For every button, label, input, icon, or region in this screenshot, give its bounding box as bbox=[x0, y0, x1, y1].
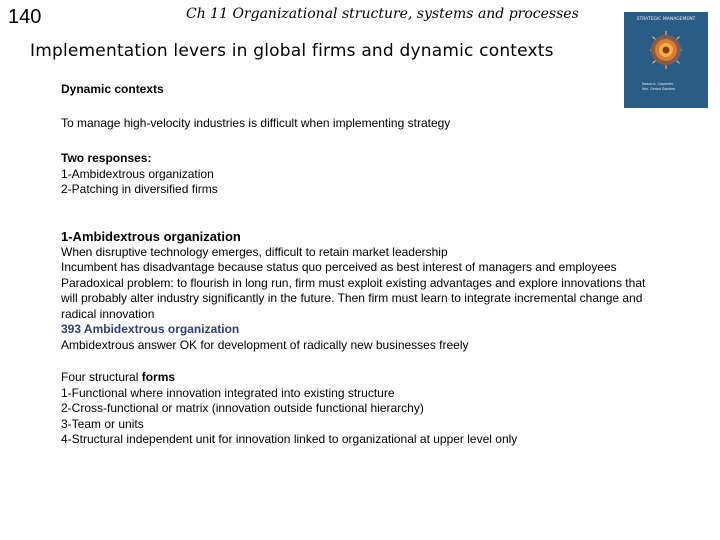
list-item: 1-Ambidextrous organization bbox=[61, 166, 214, 181]
slide-title: Implementation levers in global firms and dynamic contexts bbox=[30, 41, 554, 61]
list-item: 4-Structural independent unit for innovation linked to organizational at upper level only bbox=[61, 432, 518, 446]
list-item: 2-Patching in diversified firms bbox=[61, 182, 218, 196]
list-item: 1-Functional where innovation integrated into existing structure bbox=[61, 385, 395, 400]
book-cover-author: Mason A. Carpenter bbox=[642, 82, 674, 86]
responses-heading: Two responses: bbox=[61, 151, 152, 165]
forms-word: forms bbox=[141, 370, 176, 384]
sun-emblem-icon bbox=[650, 28, 682, 72]
chapter-title: Ch 11 Organizational structure, systems and processes bbox=[186, 6, 579, 22]
ambidextrous-line: Incumbent has disadvantage because status quo perceived as best interest of managers and employees bbox=[61, 260, 617, 274]
ambidextrous-reference: 393 Ambidextrous organization bbox=[61, 322, 240, 336]
slide-body bbox=[61, 82, 661, 448]
ambidextrous-answer: Ambidextrous answer OK for development of radically new businesses freely bbox=[61, 337, 469, 352]
book-cover-title: STRATEGIC MANAGEMENT bbox=[636, 17, 696, 22]
ambidextrous-line: When disruptive technology emerges, difficult to retain market leadership bbox=[61, 244, 448, 259]
list-item: 3-Team or units bbox=[61, 416, 144, 431]
page-number: 140 bbox=[8, 6, 42, 28]
dynamic-contexts-text: To manage high-velocity industries is difficult when implementing strategy bbox=[61, 115, 451, 130]
list-item: 2-Cross-functional or matrix (innovation outside functional hierarchy) bbox=[61, 401, 424, 415]
book-cover-author: Wm. Gerard Sanders bbox=[642, 87, 676, 91]
ambidextrous-line: Paradoxical problem: to flourish in long run, firm must exploit existing advantages and explore innovations that will probably alter industry significantly in the future. Then firm must learn to integrate incremental change and radical innovation bbox=[61, 275, 646, 321]
forms-intro: Four structural bbox=[61, 370, 142, 384]
dynamic-contexts-heading: Dynamic contexts bbox=[61, 82, 164, 96]
ambidextrous-heading: 1-Ambidextrous organization bbox=[61, 228, 241, 244]
forms-heading bbox=[61, 370, 661, 386]
